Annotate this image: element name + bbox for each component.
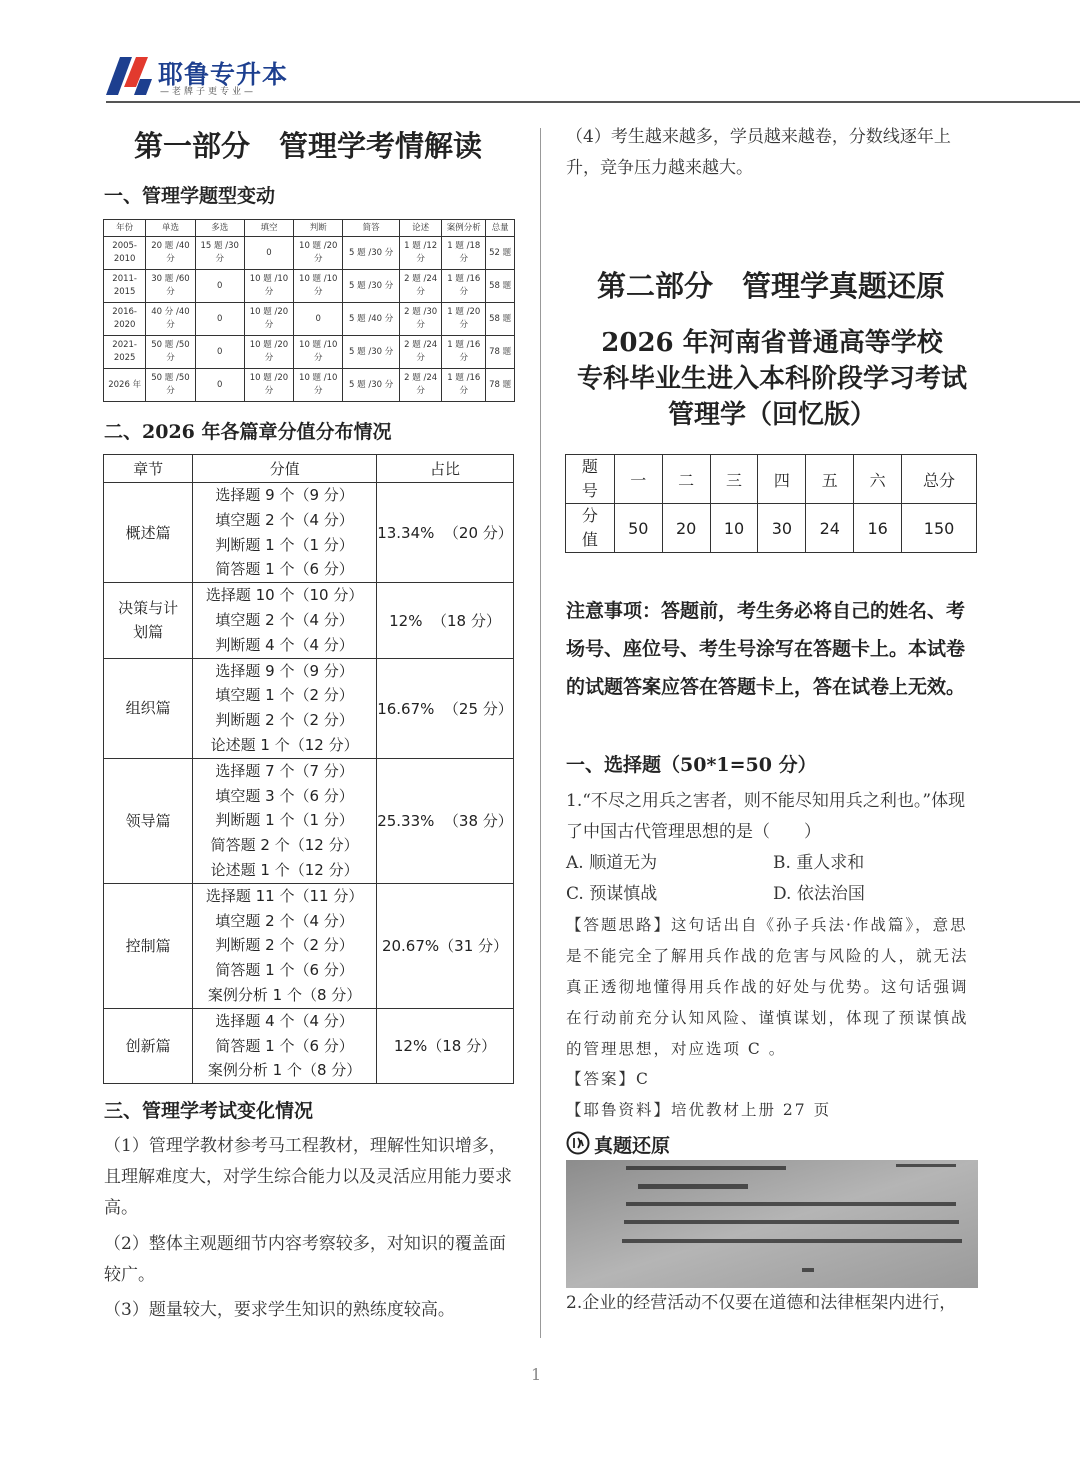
question-number-cell: 总分 (902, 455, 977, 504)
table2-header-cell: 占比 (376, 455, 513, 483)
exam-notice: 注意事项：答题前，考生务必将自己的姓名、考场号、座位号、考生号涂写在答题卡上。本试卷的试题答案应答在答题卡上，答在试卷上无效。 (566, 600, 966, 698)
score-value-cell: 50 (614, 504, 662, 553)
chapter-items (193, 658, 377, 758)
chapter-ratio: 12% （18 分） (376, 583, 513, 658)
chapter-item: 简答题 1 个（6 分） (215, 961, 354, 980)
question-number-cell: 五 (806, 455, 854, 504)
table1-cell: 2021- 2025 (104, 336, 146, 369)
table1-cell: 0 (244, 237, 293, 270)
question-number-cell: 二 (662, 455, 710, 504)
chapter-item: 论述题 1 个（12 分） (210, 860, 359, 879)
part1-title: 第一部分 管理学考情解读 (134, 129, 483, 163)
table1-cell: 10 题 /10 分 (244, 270, 293, 303)
table1-header-cell: 年份 (104, 220, 146, 237)
chapter-item: 案例分析 1 个（8 分） (207, 1061, 362, 1080)
table1-cell: 52 题 (486, 237, 515, 270)
table1-cell: 1 题 /16 分 (442, 270, 486, 303)
chapter-item: 填空题 2 个（4 分） (215, 610, 354, 629)
chapter-item: 选择题 10 个（10 分） (205, 586, 364, 605)
table1-cell: 1 题 /16 分 (442, 336, 486, 369)
chapter-items (193, 883, 377, 1008)
question-number-cell: 一 (614, 455, 662, 504)
exam-title-line1: 2026 年河南省普通高等学校 (601, 328, 943, 358)
option-a: A. 顺道无为 (566, 853, 658, 873)
table1-row (104, 369, 515, 402)
change-item-1: （1）管理学教材参考马工程教材，理解性知识增多，且理解难度大，对学生综合能力以及灵活应用能力要求高。 (104, 1136, 512, 1218)
chapter-name: 领导篇 (104, 758, 193, 883)
table2-header-cell: 分值 (193, 455, 377, 483)
table1-cell: 2 题 /24 分 (399, 336, 442, 369)
table1-cell: 10 题 /20 分 (244, 303, 293, 336)
exam-title-line3: 管理学（回忆版） (667, 400, 876, 430)
score-value-cell: 16 (854, 504, 902, 553)
part2-title: 第二部分 管理学真题还原 (597, 269, 946, 303)
option-c: C. 预谋慎战 (566, 884, 658, 904)
table1-cell: 0 (195, 336, 244, 369)
table1-row (104, 303, 515, 336)
table1-cell: 2026 年 (104, 369, 146, 402)
chapter-item: 判断题 4 个（4 分） (215, 635, 354, 654)
table1-row (104, 237, 515, 270)
table1-cell: 15 题 /30 分 (195, 237, 244, 270)
table1-header-cell: 填空 (244, 220, 293, 237)
table1-cell: 0 (195, 270, 244, 303)
chapter-item: 选择题 9 个（9 分） (215, 486, 354, 504)
logo-icon (106, 57, 152, 95)
table2-row (104, 658, 514, 758)
chapter-ratio: 20.67%（31 分） (376, 883, 513, 1008)
table1-cell: 1 题 /20 分 (442, 303, 486, 336)
option-d: D. 依法治国 (773, 884, 865, 904)
table1-header-cell: 判断 (294, 220, 343, 237)
table1-cell: 0 (195, 303, 244, 336)
chapter-score-table (103, 454, 514, 1084)
question-1-reference: 【耶鲁资料】培优教材上册 27 页 (566, 1101, 832, 1119)
table1-cell: 1 题 /16 分 (442, 369, 486, 402)
table2-row (104, 583, 514, 658)
chapter-item: 选择题 7 个（7 分） (215, 761, 354, 780)
table1-header-cell: 论述 (399, 220, 442, 237)
table1-cell: 78 题 (486, 336, 515, 369)
table1-header-cell: 单选 (146, 220, 195, 237)
score-value-cell: 24 (806, 504, 854, 553)
chapter-ratio: 13.34% （20 分） (376, 483, 513, 583)
header-rule (106, 101, 1080, 103)
chapter-item: 简答题 1 个（6 分） (215, 560, 354, 579)
brand-name: 耶鲁专升本 (158, 60, 289, 89)
table2-row (104, 1008, 514, 1083)
table2-row (104, 483, 514, 583)
table1-header-cell: 案例分析 (442, 220, 486, 237)
table1-cell: 40 分 /40 分 (146, 303, 195, 336)
table1-header-cell: 多选 (195, 220, 244, 237)
page-number: 1 (531, 1365, 542, 1384)
score-value-cell: 150 (902, 504, 977, 553)
question-number-cell: 四 (758, 455, 806, 504)
question-2-stem: 2.企业的经营活动不仅要在道德和法律框架内进行， (566, 1293, 957, 1313)
table1-cell: 2005- 2010 (104, 237, 146, 270)
table1-cell: 0 (195, 369, 244, 402)
table1-cell: 50 题 /50 分 (146, 336, 195, 369)
chapter-item: 选择题 9 个（9 分） (215, 661, 354, 680)
table1-cell: 10 题 /20 分 (244, 369, 293, 402)
table1-cell: 10 题 /10 分 (294, 270, 343, 303)
table1-cell: 58 题 (486, 270, 515, 303)
chapter-items (193, 758, 377, 883)
chapter-name: 决策与计 划篇 (104, 583, 193, 658)
table1-cell: 5 题 /30 分 (343, 336, 400, 369)
question-1-answer: 【答案】C (566, 1070, 650, 1088)
chapter-item: 简答题 1 个（6 分） (215, 1036, 354, 1055)
question-1-analysis: 【答题思路】这句话出自《孙子兵法·作战篇》，意思是不能完全了解用兵作战的危害与风险的人，就无法真正透彻地懂得用兵作战的好处与优势。这句话强调在行动前充分认知风险、谨慎谋划，体现了预谋慎战的管理思想，对应选项 C 。 (566, 916, 969, 1058)
table1-cell: 1 题 /18 分 (442, 237, 486, 270)
change-item-3: （3）题量较大，要求学生知识的熟练度较高。 (104, 1300, 455, 1320)
chapter-item: 选择题 4 个（4 分） (215, 1011, 354, 1030)
table1-header-cell: 总量 (486, 220, 515, 237)
question-number-cell: 三 (710, 455, 758, 504)
table2-header-cell: 章节 (104, 455, 193, 483)
chapter-item: 判断题 1 个（1 分） (215, 535, 354, 554)
chapter-item: 填空题 2 个（4 分） (215, 911, 354, 930)
score-value-cell: 20 (662, 504, 710, 553)
change-item-4: （4）考生越来越多，学员越来越卷，分数线逐年上升，竞争压力越来越大。 (566, 127, 951, 178)
chapter-name: 控制篇 (104, 883, 193, 1008)
chapter-name: 组织篇 (104, 658, 193, 758)
table1-cell: 10 题 /10 分 (294, 369, 343, 402)
table1-cell: 5 题 /40 分 (343, 303, 400, 336)
textbook-photo (566, 1160, 978, 1288)
table1-cell: 5 题 /30 分 (343, 270, 400, 303)
chapter-item: 案例分析 1 个（8 分） (207, 985, 362, 1004)
chapter-item: 论述题 1 个（12 分） (210, 735, 359, 754)
score-value-cell: 30 (758, 504, 806, 553)
chapter-item: 简答题 2 个（12 分） (210, 836, 359, 855)
table1-cell: 30 题 /60 分 (146, 270, 195, 303)
table1-cell: 10 题 /20 分 (244, 336, 293, 369)
table1-cell: 58 题 (486, 303, 515, 336)
table1-cell: 2 题 /24 分 (399, 369, 442, 402)
chapter-item: 选择题 11 个（11 分） (205, 886, 364, 905)
badge-title: 真题还原 (594, 1135, 671, 1157)
question-type-table (103, 219, 515, 402)
chapter-ratio: 16.67% （25 分） (376, 658, 513, 758)
option-b: B. 重人求和 (773, 853, 865, 873)
chapter-ratio: 12%（18 分） (376, 1008, 513, 1083)
table2-row (104, 758, 514, 883)
table1-cell: 50 题 /50 分 (146, 369, 195, 402)
section3-title: 三、管理学考试变化情况 (104, 1100, 314, 1122)
table1-cell: 20 题 /40 分 (146, 237, 195, 270)
chapter-item: 判断题 2 个（2 分） (215, 711, 354, 730)
question-number-cell: 六 (854, 455, 902, 504)
brand-slogan: —老牌子更专业— (160, 87, 257, 97)
table1-cell: 2 题 /24 分 (399, 270, 442, 303)
table1-cell: 78 题 (486, 369, 515, 402)
chapter-item: 填空题 3 个（6 分） (215, 786, 354, 805)
score-value-cell: 10 (710, 504, 758, 553)
table1-cell: 10 题 /20 分 (294, 237, 343, 270)
exam-title-line2: 专科毕业生进入本科阶段学习考试 (576, 364, 967, 394)
chapter-items (193, 583, 377, 658)
table1-cell: 5 题 /30 分 (343, 237, 400, 270)
table1-cell: 1 题 /12 分 (399, 237, 442, 270)
chapter-item: 填空题 1 个（2 分） (215, 686, 354, 705)
chapter-item: 填空题 2 个（4 分） (215, 510, 354, 529)
section2-title: 二、2026 年各篇章分值分布情况 (104, 421, 392, 443)
score-row-label: 题 号 (566, 455, 615, 504)
table2-row (104, 883, 514, 1008)
table1-header-cell: 简答 (343, 220, 400, 237)
chapter-item: 判断题 2 个（2 分） (215, 936, 354, 955)
chapter-items (193, 1008, 377, 1083)
chapter-name: 概述篇 (104, 483, 193, 583)
change-item-2: （2）整体主观题细节内容考察较多，对知识的覆盖面较广。 (104, 1234, 506, 1285)
table1-cell: 2 题 /30 分 (399, 303, 442, 336)
score-table (565, 454, 977, 553)
score-row-label: 分 值 (566, 504, 615, 553)
choice-section-title: 一、选择题（50*1=50 分） (566, 754, 817, 776)
table1-row (104, 270, 515, 303)
table1-cell: 5 题 /30 分 (343, 369, 400, 402)
chapter-ratio: 25.33% （38 分） (376, 758, 513, 883)
table1-cell: 10 题 /10 分 (294, 336, 343, 369)
table1-row (104, 336, 515, 369)
table1-cell: 0 (294, 303, 343, 336)
column-divider (540, 128, 541, 1338)
chapter-name: 创新篇 (104, 1008, 193, 1083)
table1-cell: 2011- 2015 (104, 270, 146, 303)
section1-title: 一、管理学题型变动 (104, 185, 276, 207)
table1-cell: 2016- 2020 (104, 303, 146, 336)
chapter-items (193, 483, 377, 583)
chapter-item: 判断题 1 个（1 分） (215, 811, 354, 830)
question-1-stem: 1.“不尽之用兵之害者，则不能尽知用兵之利也。”体现了中国古代管理思想的是（ ） (566, 791, 966, 842)
badge-icon (566, 1131, 590, 1155)
